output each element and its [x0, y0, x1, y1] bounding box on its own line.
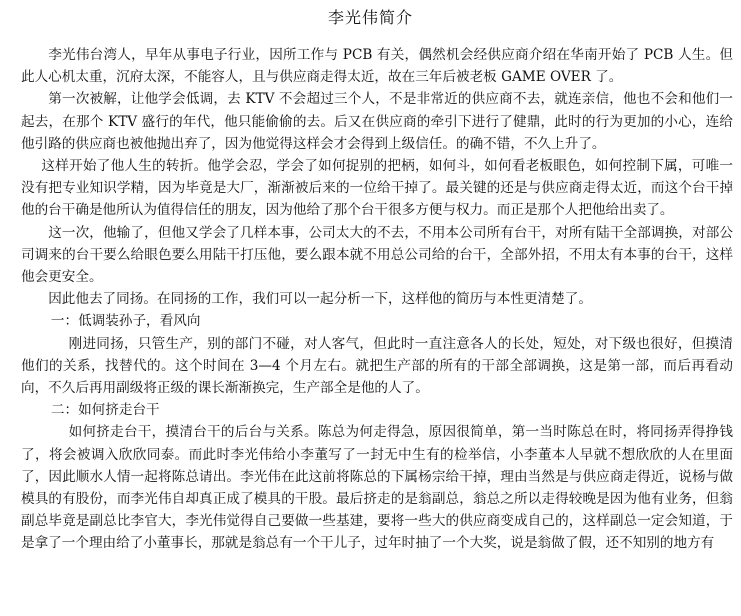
paragraph-tongyang: 因此他去了同扬。在同扬的工作，我们可以一起分析一下，这样他的简历与本性更清楚了。: [48, 291, 592, 308]
paragraph-section-1: 刚进同扬，只管生产，别的部门不碰，对人客气，但此时一直注意各人的长处，短处，对下级也很好，但摸清他们的关系，找替代的。这个时间在 3—4 个月左右。就把生产部的所有的干部全部调换，这是第一部，而后再看动向，不久后再用副级将正级的课长渐渐换完，生产部全是他的人了。: [21, 335, 733, 397]
document-title: 李光伟简介: [327, 8, 413, 27]
paragraph-second-loss: 这一次，他输了，但他又学会了几样本事，公司太大的不去，不用本公司所有台干，对所有陆干全部调换，对部公司调来的台干要么给眼色要么用陆干打压他，要么跟本就不用总公司给的台干，全部外招，不用太有本事的台干，这样他会更安全。: [21, 224, 733, 286]
paragraph-turning-point: 这样开始了他人生的转折。他学会忍，学会了如何捉别的把柄，如何斗，如何看老板眼色，如何控制下属，可唯一没有把专业知识学精，因为毕竟是大厂，渐渐被后来的一位给干掉了。最关键的还是与供应商走得太近，而这个台干掉他的台干确是他所认为值得信任的朋友，因为他给了那个台干很多方便与权力。而正是那个人把他给出卖了。: [21, 158, 733, 219]
paragraph-intro: 李光伟台湾人，早年从事电子行业，因所工作与 PCB 有关，偶然机会经供应商介绍在华南开始了 PCB 人生。但此人心机太重，沉府太深，不能容人，且与供应商走得太近，故在三年后被老板 GAME OVER 了。: [21, 47, 733, 86]
paragraph-section-2: 如何挤走台干，摸清台干的后台与关系。陈总为何走得急，原因很简单，第一当时陈总在时，将同扬弄得挣钱了，将会被调入欣欣同泰。而此时李光伟给小李董写了一封无中生有的检举信，小李董本人早就不想欣欣的人在里面了，因此顺水人情一起将陈总请出。李光伟在此这前将陈总的下属杨宗给干掉，理由当然是与供应商走得近，说杨与做模具的有股份，而李光伟自却真正成了模具的干股。最后挤走的是翁副总，翁总之所以走得较晚是因为他有业务，但翁副总毕竟是副总比李官大，李光伟觉得自己要做一些基建，要将一些大的供应商变成自己的，这样副总一定会知道，于是拿了一个理由给了小董事长，那就是翁总有一个干儿子，过年时抽了一个大奖，说是翁做了假，还不知别的地方有: [21, 424, 733, 552]
section-heading-1: 一：低调装孙子，看风向: [50, 313, 201, 330]
section-heading-2: 二：如何挤走台干: [50, 402, 160, 419]
paragraph-first-dismissal: 第一次被解，让他学会低调，去 KTV 不会超过三个人，不是非常近的供应商不去，就连亲信，他也不会和他们一起去，在那个 KTV 盛行的年代，他只能偷偷的去。后又在供应商的牵引下进行了健鼎，此时的行为更加的小心，连给他引路的供应商也被他抛出弃了，因为他觉得这样会才会得到上级信任。的确不错，不久上升了。: [21, 91, 733, 152]
document-body: [21, 44, 733, 555]
